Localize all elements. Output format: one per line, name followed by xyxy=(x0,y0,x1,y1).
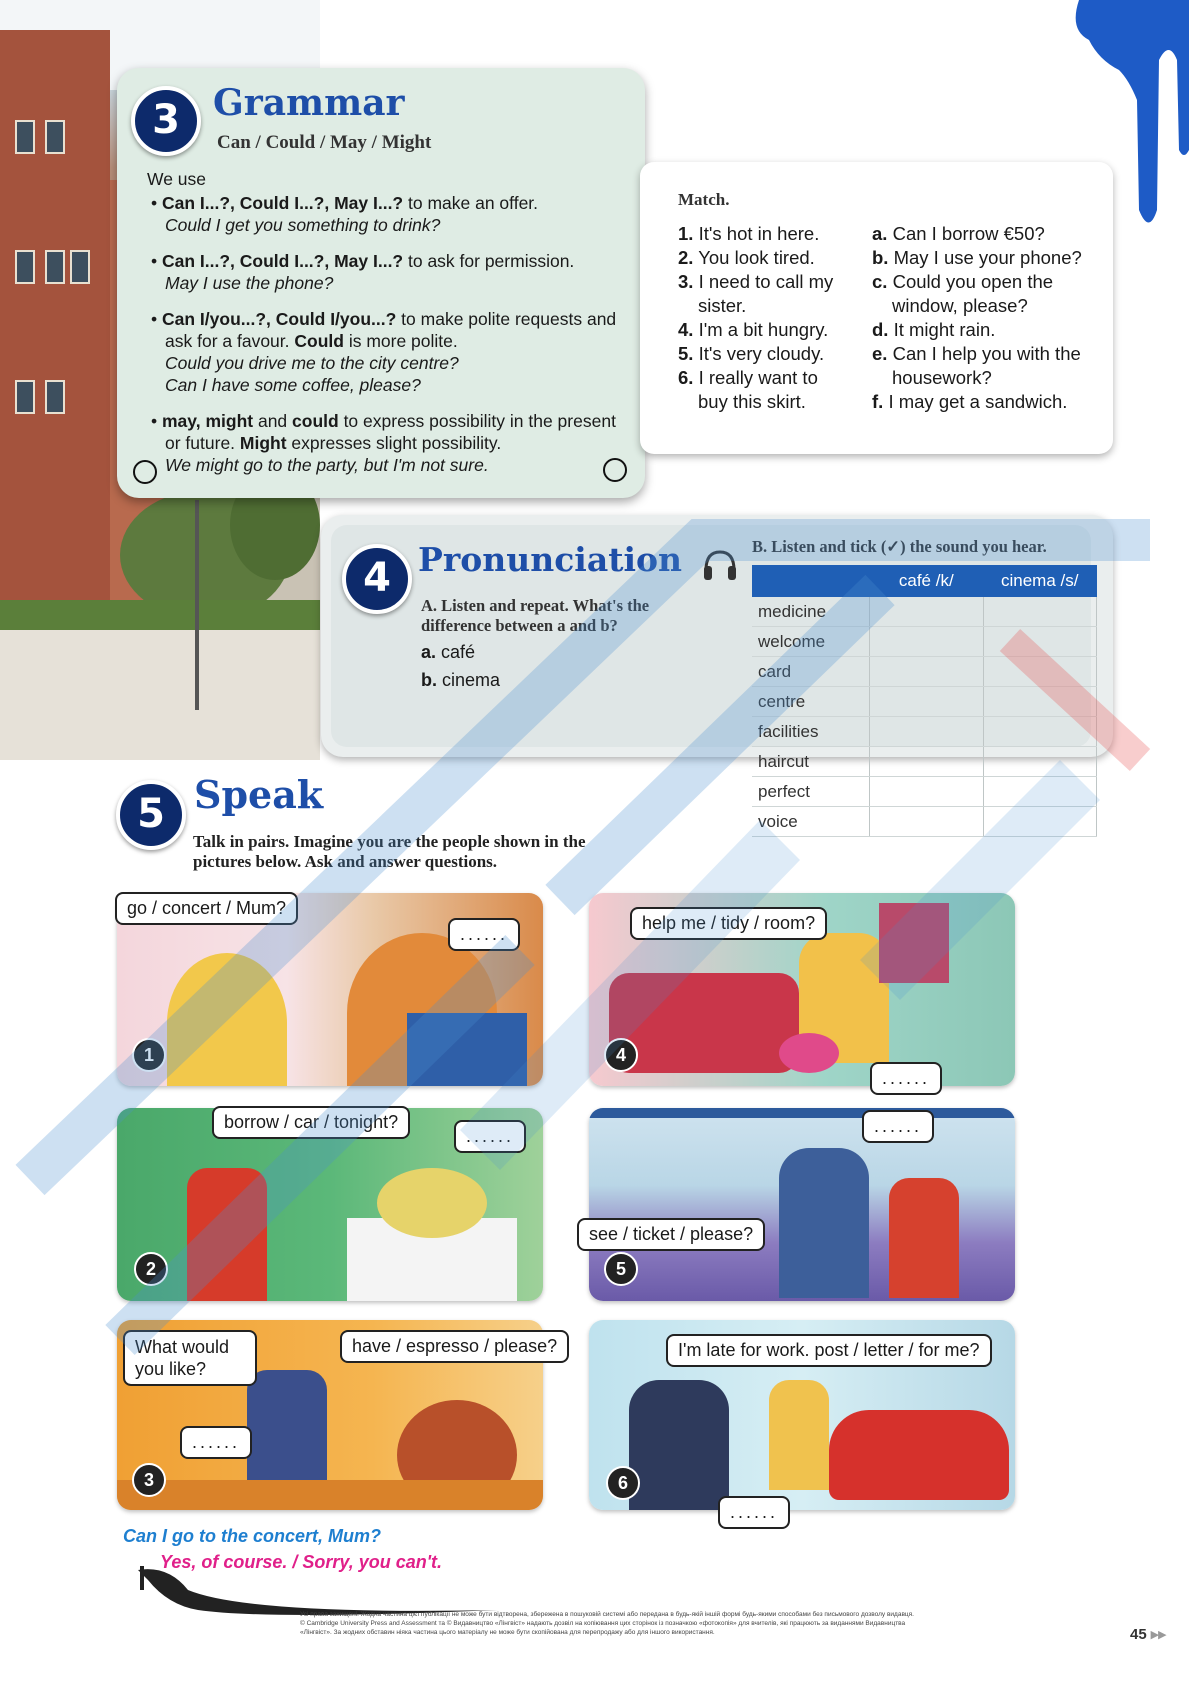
tick-cell[interactable] xyxy=(983,717,1097,747)
page-number: 45 ▸▸ xyxy=(1130,1626,1166,1643)
match-left-column xyxy=(678,222,848,414)
match-item[interactable]: b. May I use your phone? xyxy=(872,247,1082,268)
tick-cell[interactable] xyxy=(983,807,1097,837)
grammar-rule: • may, might and could to express possibility in the present or future. Might expresses slight possibility. xyxy=(151,411,616,453)
grammar-example: Could I get you something to drink? xyxy=(165,215,441,235)
grammar-subtitle: Can / Could / May / Might xyxy=(217,132,432,153)
speech-bubble-prompt: have / espresso / please? xyxy=(340,1330,569,1363)
picture-5 xyxy=(589,1108,1015,1301)
pron-word-b: b. cinema xyxy=(421,670,501,690)
table-row: facilities xyxy=(752,717,1097,747)
tick-cell[interactable] xyxy=(870,627,983,657)
tick-cell[interactable] xyxy=(870,657,983,687)
match-item[interactable]: 3. I need to call my sister. xyxy=(678,271,834,316)
grammar-rule: • Can I/you...?, Could I/you...? to make polite requests and ask for a favour. Could is more polite. xyxy=(151,309,617,351)
grammar-example: Could you drive me to the city centre? xyxy=(165,353,459,373)
column-header-k: café /k/ xyxy=(870,565,983,597)
speech-bubble-reply: ...... xyxy=(454,1120,526,1153)
section-number-badge: 5 xyxy=(116,780,186,850)
match-item[interactable]: 5. It's very cloudy. xyxy=(678,343,825,364)
speech-bubble-prompt: help me / tidy / room? xyxy=(630,907,827,940)
table-row: card xyxy=(752,657,1097,687)
model-question: Can I go to the concert, Mum? xyxy=(123,1526,382,1546)
match-item[interactable]: c. Could you open the window, please? xyxy=(872,271,1054,316)
picture-number: 4 xyxy=(604,1038,638,1072)
tick-cell[interactable] xyxy=(983,657,1097,687)
speech-bubble-reply: ...... xyxy=(862,1110,934,1143)
picture-number: 1 xyxy=(132,1038,166,1072)
speak-title: Speak xyxy=(194,772,324,817)
table-row: welcome xyxy=(752,627,1097,657)
match-item[interactable]: 6. I really want to buy this skirt. xyxy=(678,367,818,412)
pronunciation-task-a: A. Listen and repeat. What's the difference between a and b? xyxy=(421,596,650,635)
speech-bubble-prompt: borrow / car / tonight? xyxy=(212,1106,410,1139)
picture-number: 3 xyxy=(132,1463,166,1497)
match-right-column xyxy=(872,222,1102,414)
speech-bubble-reply: ...... xyxy=(180,1426,252,1459)
speech-bubble-prompt: go / concert / Mum? xyxy=(115,892,298,925)
match-item[interactable]: 1. It's hot in here. xyxy=(678,223,820,244)
pronunciation-title: Pronunciation xyxy=(418,540,682,579)
picture-number: 6 xyxy=(606,1466,640,1500)
match-heading: Match. xyxy=(678,190,730,209)
tick-cell[interactable] xyxy=(870,807,983,837)
picture-number: 5 xyxy=(604,1252,638,1286)
tick-cell[interactable] xyxy=(870,747,983,777)
match-item[interactable]: 4. I'm a bit hungry. xyxy=(678,319,829,340)
speech-bubble-reply: ...... xyxy=(448,918,520,951)
forward-icon: ▸▸ xyxy=(1150,1626,1166,1643)
tick-cell[interactable] xyxy=(870,777,983,807)
grammar-intro: We use xyxy=(147,169,207,189)
tick-cell[interactable] xyxy=(983,627,1097,657)
match-item[interactable]: e. Can I help you with the housework? xyxy=(872,343,1081,388)
headphones-icon[interactable] xyxy=(702,548,738,582)
picture-number: 2 xyxy=(134,1252,168,1286)
table-row: perfect xyxy=(752,777,1097,807)
speech-bubble-prompt: I'm late for work. post / letter / for me? xyxy=(666,1334,992,1367)
speech-bubble-prompt: What would you like? xyxy=(123,1330,257,1386)
clock-icon xyxy=(603,458,627,482)
clock-icon xyxy=(133,460,157,484)
match-item[interactable]: 2. You look tired. xyxy=(678,247,815,268)
grammar-example: Can I have some coffee, please? xyxy=(165,375,421,395)
speak-instructions: Talk in pairs. Imagine you are the people shown in the pictures below. Ask and answer questions. xyxy=(193,832,586,871)
model-answer: Yes, of course. / Sorry, you can't. xyxy=(160,1552,443,1572)
copyright-notice: Усі права захищені. Жодна частина цієї публікації не може бути відтворена, збережена в пошуковій системі або передана в будь-якій іншій формі будь-якими способами без письмового дозволу видавця. © Cambridge University Press and Assessment та © Видавництво «Лінгвіст» надають дозвіл на копіювання цих сторінок із позначкою «фотокопія» для вчителів, які працюють за виданнями Видавництва «Лінгвіст». За жодних обставин ніяка частина цього матеріалу не може бути скопійована для перепродажу або для іншого використання. xyxy=(300,1611,914,1636)
tick-cell[interactable] xyxy=(983,597,1097,627)
grammar-title: Grammar xyxy=(213,82,405,124)
grammar-rules xyxy=(147,168,627,476)
tick-cell[interactable] xyxy=(870,597,983,627)
grammar-example: May I use the phone? xyxy=(165,273,334,293)
tick-cell[interactable] xyxy=(870,687,983,717)
match-panel xyxy=(640,162,1113,454)
match-item[interactable]: f. I may get a sandwich. xyxy=(872,391,1068,412)
table-row: centre xyxy=(752,687,1097,717)
pronunciation-task-b: B. Listen and tick (✓) the sound you hear. xyxy=(752,537,1047,556)
tick-cell[interactable] xyxy=(983,747,1097,777)
pron-word-a: a. café xyxy=(421,642,476,662)
speech-bubble-reply: ...... xyxy=(718,1496,790,1529)
speech-bubble-reply: ...... xyxy=(870,1062,942,1095)
tick-cell[interactable] xyxy=(983,777,1097,807)
grammar-rule: • Can I...?, Could I...?, May I...? to make an offer. xyxy=(151,193,539,213)
table-row: haircut xyxy=(752,747,1097,777)
table-row: voice xyxy=(752,807,1097,837)
grammar-example: We might go to the party, but I'm not sure. xyxy=(165,455,489,475)
speech-bubble-prompt: see / ticket / please? xyxy=(577,1218,765,1251)
grammar-panel xyxy=(117,68,645,498)
column-header-s: cinema /s/ xyxy=(983,565,1097,597)
match-item[interactable]: a. Can I borrow €50? xyxy=(872,223,1045,244)
sound-table xyxy=(752,565,1097,837)
tick-cell[interactable] xyxy=(870,717,983,747)
match-item[interactable]: d. It might rain. xyxy=(872,319,996,340)
grammar-rule: • Can I...?, Could I...?, May I...? to ask for permission. xyxy=(151,251,575,271)
section-number-badge: 4 xyxy=(342,544,412,614)
tick-cell[interactable] xyxy=(983,687,1097,717)
section-number-badge: 3 xyxy=(131,86,201,156)
table-row: medicine xyxy=(752,597,1097,627)
